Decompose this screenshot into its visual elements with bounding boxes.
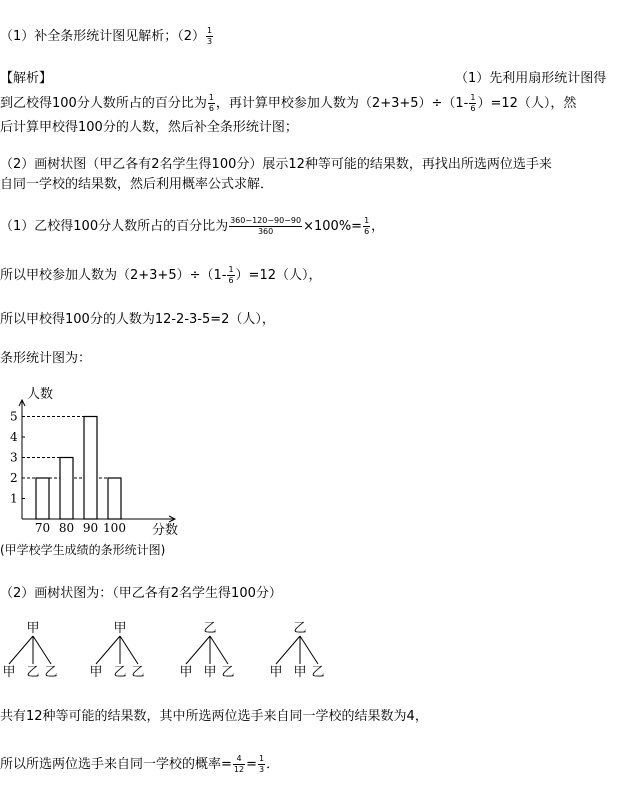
tree-leaf-node: 乙 (113, 665, 127, 680)
tree-branch (9, 636, 33, 664)
bar-80 (60, 458, 73, 520)
y-tick-label: 1 (10, 491, 18, 506)
tree-root-node: 甲 (113, 621, 127, 636)
tree-leaf-node: 乙 (311, 665, 325, 680)
y-tick-label: 4 (10, 430, 18, 444)
tree-branch (276, 636, 300, 664)
tree-leaf-node: 甲 (2, 665, 16, 680)
tree-leaf-node: 乙 (26, 665, 40, 680)
analysis-p2-line2: 自同一学校的结果数，然后利用概率公式求解． (0, 177, 274, 192)
analysis-p2-line1: （2）画树状图（甲乙各有2名学生得100分）展示12种等可能的结果数，再找出所选两位选手来 (0, 157, 552, 172)
tree-branch (300, 636, 318, 664)
tree-leaf-node: 乙 (44, 665, 58, 680)
analysis-p1-right: （1）先利用扇形统计图得 (455, 71, 607, 86)
bar-90 (84, 417, 97, 520)
tree-leaf-node: 乙 (131, 665, 145, 680)
solution-step4: 条形统计图为： (0, 351, 92, 366)
bar-70 (36, 478, 49, 519)
tree-leaf-node: 甲 (203, 665, 217, 680)
solution-step5: （2）画树状图为：（甲乙各有2名学生得100分） (0, 586, 282, 601)
x-tick-label: 70 (34, 521, 51, 535)
answer-text: （1）补全条形统计图见解析；（2） (0, 29, 206, 44)
y-tick-label: 3 (10, 450, 18, 465)
analysis-heading: 【解析】 (0, 71, 53, 86)
tree-leaf-node: 甲 (293, 665, 307, 680)
tree-root-node: 乙 (203, 621, 217, 636)
y-tick-label: 2 (10, 471, 18, 485)
tree-root-node: 乙 (293, 621, 307, 636)
tree-root-node: 甲 (26, 621, 40, 636)
solution-step7: 所以所选两位选手来自同一学校的概率= $\frac{4}{12}$ = $\frac{1}{3}$ ． (0, 754, 280, 774)
solution-step6: 共有12种等可能的结果数，其中所选两位选手来自同一学校的结果数为4， (0, 709, 428, 724)
x-tick-label: 90 (82, 521, 99, 535)
solution-step3: 所以甲校得100分的人数为12-2-3-5=2（人）， (0, 312, 275, 327)
tree-branch (96, 636, 120, 664)
chart-xlabel: 分数 (152, 523, 179, 538)
chart-caption: (甲学校学生成绩的条形统计图) (0, 543, 166, 557)
tree-branch (186, 636, 210, 664)
answer-fraction: $\frac{1}{3}$ (207, 26, 213, 46)
tree-leaf-node: 甲 (89, 665, 103, 680)
tree-branch (33, 636, 51, 664)
x-tick-label: 100 (103, 521, 126, 535)
tree-leaf-node: 乙 (221, 665, 235, 680)
y-tick-label: 5 (10, 409, 18, 424)
chart-ylabel: 人数 (27, 387, 54, 402)
x-tick-label: 80 (58, 521, 75, 535)
tree-leaf-node: 甲 (179, 665, 193, 680)
bar-100 (108, 478, 121, 519)
analysis-p1-line3: 后计算甲校得100分的人数，然后补全条形统计图； (0, 120, 298, 135)
analysis-p1-line2: 到乙校得100分人数所占的百分比为 $\frac{1}{6}$ ，再计算甲校参加人数为（2+3+5）÷（1- $\frac{1}{6}$ ）=12（人），然 (0, 93, 577, 113)
solution-step2: 所以甲校参加人数为（2+3+5）÷（1- $\frac{1}{6}$ ）=12（人）， (0, 265, 322, 285)
tree-branch (120, 636, 138, 664)
tree-branch (210, 636, 228, 664)
solution-step1: （1）乙校得100分人数所占的百分比为 $\frac{360-120-90-90}{360}$ ×100%= $\frac{1}{6}$ ， (0, 216, 385, 236)
tree-leaf-node: 甲 (269, 665, 283, 680)
